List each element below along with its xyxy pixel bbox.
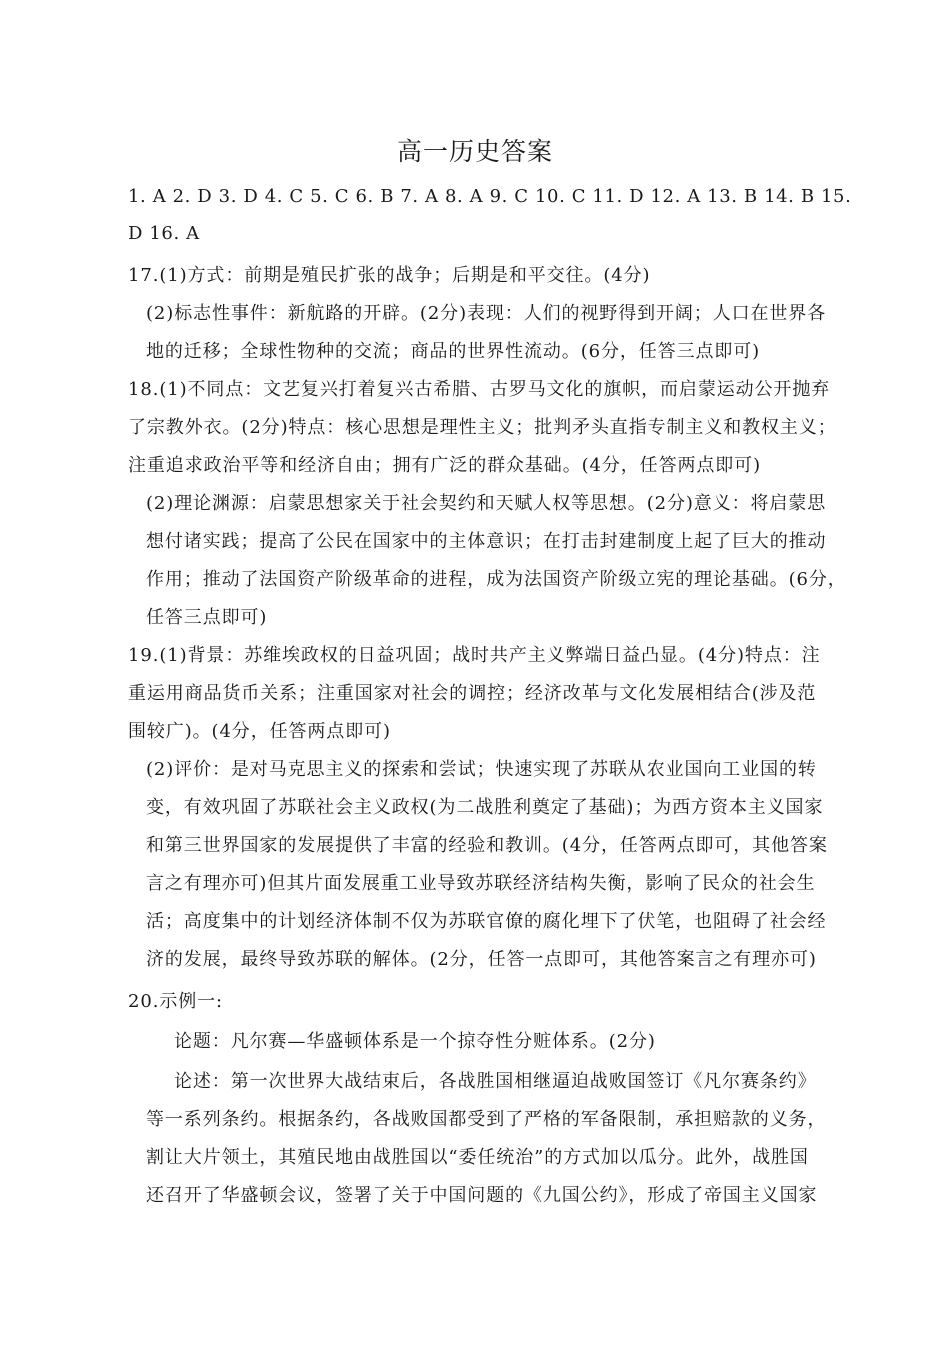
answer-line: 了宗教外衣。(2分)特点：核心思想是理性主义；批判矛头直指专制主义和教权主义； xyxy=(128,417,837,438)
answer-line: 和第三世界国家的发展提供了丰富的经验和教训。(4分，任答两点即可，其他答案 xyxy=(146,835,828,856)
answer-line: 注重追求政治平等和经济自由；拥有广泛的群众基础。(4分，任答两点即可) xyxy=(128,455,761,476)
answer-line: 任答三点即可) xyxy=(146,607,268,628)
answer-line: 变，有效巩固了苏联社会主义政权(为二战胜利奠定了基础)；为西方资本主义国家 xyxy=(146,797,824,818)
answer-line: (2)理论渊源：启蒙思想家关于社会契约和天赋人权等思想。(2分)意义：将启蒙思 xyxy=(146,493,827,514)
answer-line: 论题：凡尔赛—华盛顿体系是一个掠夺性分赃体系。(2分) xyxy=(174,1031,656,1052)
answer-line: 论述：第一次世界大战结束后，各战胜国相继逼迫战败国签订《凡尔赛条约》 xyxy=(174,1071,817,1092)
answer-line: 等一系列条约。根据条约，各战败国都受到了严格的军备限制，承担赔款的义务， xyxy=(146,1109,827,1130)
answer-line: 活；高度集中的计划经济体制不仅为苏联官僚的腐化埋下了伏笔，也阻碍了社会经 xyxy=(146,911,827,932)
answer-line: 18.(1)不同点：文艺复兴打着复兴古希腊、古罗马文化的旗帜，而启蒙运动公开抛弃 xyxy=(128,379,831,400)
answer-line: 作用；推动了法国资产阶级革命的进程，成为法国资产阶级立宪的理论基础。(6分， xyxy=(146,569,847,590)
answer-line: 重运用商品货币关系；注重国家对社会的调控；经济改革与文化发展相结合(涉及范 xyxy=(128,683,817,704)
answer-line: 17.(1)方式：前期是殖民扩张的战争；后期是和平交往。(4分) xyxy=(128,265,651,286)
answer-line: (2)评价：是对马克思主义的探索和尝试；快速实现了苏联从农业国向工业国的转 xyxy=(146,759,817,780)
answer-line: 济的发展，最终导致苏联的解体。(2分，任答一点即可，其他答案言之有理亦可) xyxy=(146,949,817,970)
answer-line: D 16. A xyxy=(128,223,200,244)
answer-line: (2)标志性事件：新航路的开辟。(2分)表现：人们的视野得到开阔；人口在世界各 xyxy=(146,303,827,324)
answer-line: 言之有理亦可)但其片面发展重工业导致苏联经济结构失衡，影响了民众的社会生 xyxy=(146,873,816,894)
answer-line: 1. A 2. D 3. D 4. C 5. C 6. B 7. A 8. A 9. C 10. C 11. D 12. A 13. B 14. B 15. xyxy=(128,186,852,207)
answer-line: 围较广)。(4分，任答两点即可) xyxy=(128,721,391,742)
answer-line: 19.(1)背景：苏维埃政权的日益巩固；战时共产主义弊端日益凸显。(4分)特点：注 xyxy=(128,645,821,666)
page-title: 高一历史答案 xyxy=(396,137,553,166)
answer-line: 地的迁移；全球性物种的交流；商品的世界性流动。(6分，任答三点即可) xyxy=(146,341,761,362)
answer-line: 20.示例一: xyxy=(128,991,223,1012)
answer-line: 想付诸实践；提高了公民在国家中的主体意识；在打击封建制度上起了巨大的推动 xyxy=(146,531,827,552)
answer-line: 还召开了华盛顿会议，签署了关于中国问题的《九国公约》，形成了帝国主义国家 xyxy=(146,1185,818,1206)
answer-line: 割让大片领土，其殖民地由战胜国以“委任统治”的方式加以瓜分。此外，战胜国 xyxy=(146,1147,809,1168)
